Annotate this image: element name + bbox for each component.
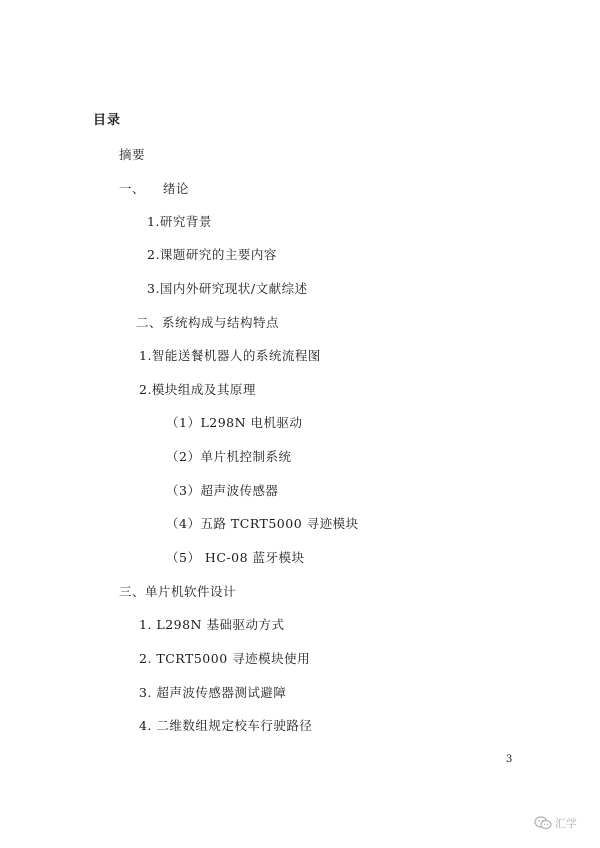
watermark <box>534 815 577 831</box>
watermark-text: 汇学 <box>555 817 577 830</box>
toc-entry-3-3: 3. 超声波传感器测试避障 <box>139 685 287 700</box>
toc-entry-abstract: 摘要 <box>119 147 146 162</box>
toc-entry-3-2: 2. TCRT5000 寻迹模块使用 <box>139 651 311 666</box>
toc-entry-2-2-2: （2）单片机控制系统 <box>166 449 292 464</box>
toc-entry-1-2: 2.课题研究的主要内容 <box>147 247 277 262</box>
toc-entry-chapter-3: 三、单片机软件设计 <box>119 584 237 599</box>
toc-entry-2-2-3: （3）超声波传感器 <box>166 483 279 498</box>
toc-entry-2-2-4: （4）五路 TCRT5000 寻迹模块 <box>166 516 359 531</box>
toc-entry-2-2: 2.模块组成及其原理 <box>139 382 256 397</box>
toc-entry-chapter-1: 一、 绪论 <box>119 181 189 196</box>
toc-entry-1-1: 1.研究背景 <box>147 214 212 229</box>
page-number: 3 <box>506 754 513 765</box>
toc-entry-1-3: 3.国内外研究现状/文献综述 <box>147 281 308 296</box>
toc-entry-3-4: 4. 二维数组规定校车行驶路径 <box>139 718 313 733</box>
wechat-icon <box>534 816 552 830</box>
toc-entry-3-1: 1. L298N 基础驱动方式 <box>139 617 285 632</box>
toc-entry-2-2-1: （1）L298N 电机驱动 <box>166 415 303 430</box>
toc-entry-2-2-5: （5） HC-08 蓝牙模块 <box>166 550 305 565</box>
toc-entry-2-1: 1.智能送餐机器人的系统流程图 <box>139 348 321 363</box>
page-title: 目录 <box>93 113 122 128</box>
toc-entry-chapter-2: 二、系统构成与结构特点 <box>136 315 280 330</box>
